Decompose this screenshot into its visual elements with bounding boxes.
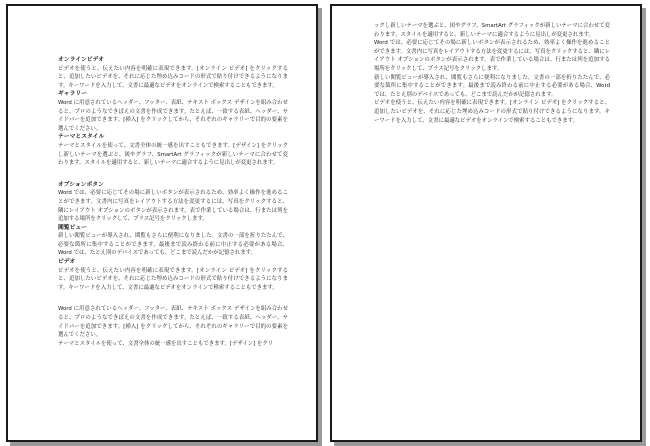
section-heading: ギャラリー — [58, 91, 87, 98]
document-page-right[interactable] — [330, 4, 642, 442]
paragraph-spacer — [58, 168, 288, 181]
body-paragraph: ビデオを使うと、伝えたい内容を明確に表現できます。[オンライン ビデオ] をクリックすると、追加したいビデオを、それに応じた埋め込みコードの形式で貼り付けできるようになります。キーワードを入力して、文書に最適なビデオをオンラインで検索することもできます。 — [374, 100, 610, 124]
body-paragraph: Word に用意されているヘッダー、フッター、表紙、テキスト ボックス デザインを組み合わせると、プロのようなできばえの文書を作成できます。たとえば、一致する表紙、ヘッダー、サイドバーを追加できます。[挿入] をクリックしてから、それぞれのギャラリーで目的の要素を選んでください。 — [58, 306, 288, 339]
body-paragraph: Word では、必要に応じてその場に新しいボタンが表示されるため、効率よく操作を進めることができます。文書内に写真をレイアウトする方法を変更するには、写真をクリックすると、隣にレイアウト オプションのボタンが表示されます。表で作業している場合は、行または列を追加する場所をクリックして、プラス記号をクリックします。 — [374, 40, 610, 72]
body-paragraph: 新しい閲覧ビューが導入され、閲覧もさらに便利になりました。文書の一部を折りたたんで、必要な箇所に集中することができます。最後まで読み終わる前に中止する必要がある場合、Word では、たとえ別のデバイスであっても、どこまで読んだかが記憶されます。 — [58, 233, 288, 257]
page-text-content — [374, 22, 610, 125]
section-heading: テーマとスタイル — [58, 134, 105, 141]
section-heading: オプションボタン — [58, 181, 104, 188]
body-paragraph: テーマとスタイルを使って、文書全体の統一感を出すこともできます。[デザイン] をクリ — [58, 340, 274, 347]
body-paragraph: ックし新しいテーマを選ぶと、図やグラフ、SmartArt グラフィックが新しいテーマに合わせて変わります。スタイルを適用すると、新しいテーマに適合するように見出しが変更されます。 — [374, 23, 610, 38]
section-heading: 閲覧ビュー — [58, 224, 87, 231]
document-page-left[interactable] — [6, 4, 318, 442]
section-heading: ビデオ — [58, 259, 76, 266]
body-paragraph: ビデオを使うと、伝えたい内容を明確に表現できます。[オンライン ビデオ] をクリックすると、追加したいビデオを、それに応じた埋め込みコードの形式で貼り付けできるようになります。キーワードを入力して、文書に最適なビデオをオンラインで検索することもできます。 — [58, 65, 288, 89]
body-paragraph: 新しい閲覧ビューが導入され、閲覧もさらに便利になりました。文書の一部を折りたたんで、必要な箇所に集中することができます。最後まで読み終わる前に中止する必要がある場合、Word では、たとえ別のデバイスであっても、どこまで読んだかが記憶されます。 — [374, 74, 610, 98]
section-heading: オンラインビデオ — [58, 57, 105, 63]
body-paragraph: Word では、必要に応じてその場に新しいボタンが表示されるため、効率よく操作を進めることができます。文書内に写真をレイアウトする方法を変更するには、写真をクリックすると、隣にレイアウト オプションのボタンが表示されます。表で作業している場合は、行または列を追加する場所をクリックして、プラス記号をクリックします。 — [58, 190, 288, 223]
body-paragraph: ビデオを使うと、伝えたい内容を明確に表現できます。[オンライン ビデオ] をクリックすると、追加したいビデオを、それに応じた埋め込みコードの形式で貼り付けできるようになります。キーワードを入力して、文書に最適なビデオをオンラインで検索することもできます。 — [58, 267, 288, 291]
body-paragraph: Word に用意されているヘッダー、フッター、表紙、テキスト ボックス デザインを組み合わせると、プロのようなできばえの文書を作成できます。たとえば、一致する表紙、ヘッダー、サイドバーを追加できます。[挿入] をクリックしてから、それぞれのギャラリーで目的の要素を選んでください。 — [58, 99, 288, 132]
body-paragraph: テーマとスタイルを使って、文書全体の統一感を出すこともできます。[デザイン] をクリックし新しいテーマを選ぶと、図やグラフ、SmartArt グラフィックが新しいテーマに合わせて変わります。スタイルを適用すると、新しいテーマに適合するように見出しが変更されます。 — [58, 142, 288, 167]
paragraph-spacer — [58, 292, 288, 305]
page-text-content — [58, 56, 288, 348]
